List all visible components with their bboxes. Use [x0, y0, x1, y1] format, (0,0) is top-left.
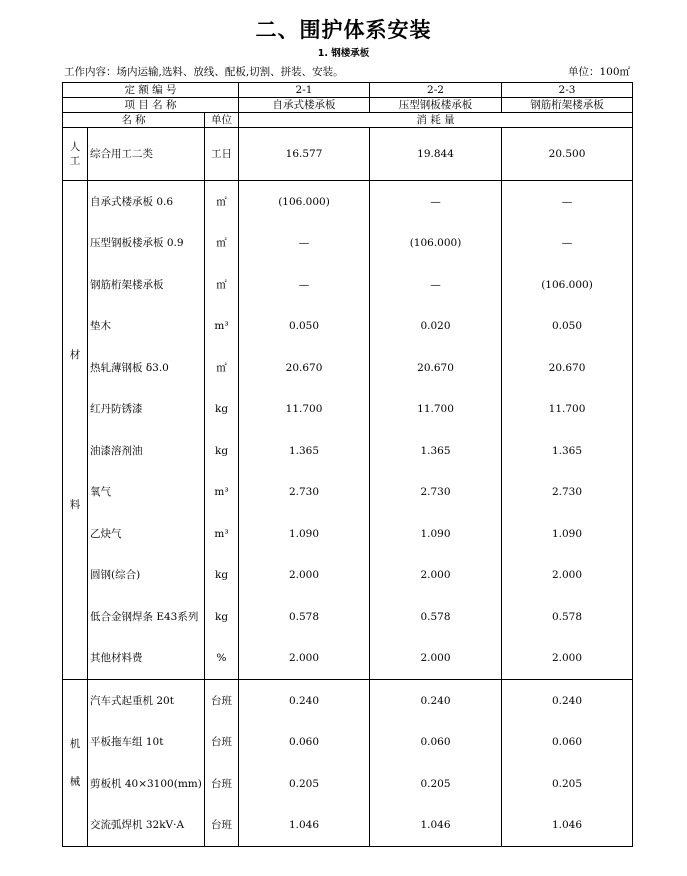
- value-cell: (106.000): [502, 264, 633, 306]
- page-title: 二、围护体系安装: [255, 18, 432, 42]
- value-cell: —: [370, 181, 502, 223]
- value-cell: 1.365: [502, 430, 633, 472]
- value-cell: 20.500: [502, 128, 633, 181]
- value-cell: 1.046: [502, 805, 633, 847]
- value-cell: 0.060: [239, 722, 370, 764]
- resource-name: 汽车式起重机 20t: [88, 680, 205, 722]
- value-cell: 0.578: [239, 596, 370, 638]
- value-cell: 1.365: [370, 430, 502, 472]
- value-cell: 2.000: [502, 555, 633, 597]
- resource-name: 垫木: [88, 306, 205, 348]
- table-row: [63, 763, 633, 805]
- value-cell: 11.700: [239, 389, 370, 431]
- resource-unit: 工日: [205, 128, 239, 181]
- value-cell: 2.000: [239, 555, 370, 597]
- unit-col-label: 单位: [205, 113, 239, 128]
- resource-unit: m³: [205, 513, 239, 555]
- value-cell: —: [370, 264, 502, 306]
- value-cell: 0.205: [239, 763, 370, 805]
- resource-name: 热轧薄钢板 δ3.0: [88, 347, 205, 389]
- resource-name: 平板拖车组 10t: [88, 722, 205, 764]
- table-row: [63, 555, 633, 597]
- category-machinery: 机 械: [63, 680, 88, 847]
- table-row: [63, 596, 633, 638]
- value-cell: 0.050: [502, 306, 633, 348]
- table-row: [63, 306, 633, 348]
- value-cell: (106.000): [370, 223, 502, 265]
- value-cell: —: [239, 264, 370, 306]
- table-row: [63, 472, 633, 514]
- resource-name: 综合用工二类: [88, 128, 205, 181]
- value-cell: 0.050: [239, 306, 370, 348]
- resource-unit: ㎡: [205, 264, 239, 306]
- value-cell: (106.000): [239, 181, 370, 223]
- resource-name: 压型钢板楼承板 0.9: [88, 223, 205, 265]
- value-cell: 2.000: [370, 555, 502, 597]
- value-cell: 2.000: [502, 638, 633, 680]
- unit-label: 单位：100㎡: [567, 66, 630, 78]
- resource-name: 自承式楼承板 0.6: [88, 181, 205, 223]
- table-row: [63, 513, 633, 555]
- value-cell: 0.578: [502, 596, 633, 638]
- value-cell: —: [502, 223, 633, 265]
- table-row: [63, 680, 633, 722]
- resource-name: 氧气: [88, 472, 205, 514]
- resource-unit: %: [205, 638, 239, 680]
- value-cell: 11.700: [370, 389, 502, 431]
- resource-unit: 台班: [205, 763, 239, 805]
- resource-unit: ㎡: [205, 223, 239, 265]
- labor-row: [63, 128, 633, 181]
- value-cell: 1.365: [239, 430, 370, 472]
- work-content-line: [64, 64, 630, 79]
- resource-name: 油漆溶剂油: [88, 430, 205, 472]
- table-row: [63, 389, 633, 431]
- value-cell: 0.060: [370, 722, 502, 764]
- value-cell: 0.020: [370, 306, 502, 348]
- value-cell: —: [502, 181, 633, 223]
- resource-name: 圆钢(综合): [88, 555, 205, 597]
- value-cell: 0.240: [239, 680, 370, 722]
- value-cell: 1.046: [370, 805, 502, 847]
- resource-name: 其他材料费: [88, 638, 205, 680]
- value-cell: 0.205: [370, 763, 502, 805]
- work-content: 工作内容：场内运输,选料、放线、配板,切割、拼装、安装。: [64, 66, 344, 78]
- header-row-items: [63, 98, 633, 113]
- table-row: [63, 430, 633, 472]
- table-row: [63, 223, 633, 265]
- value-cell: 19.844: [370, 128, 502, 181]
- table-row: [63, 181, 633, 223]
- value-cell: 20.670: [370, 347, 502, 389]
- header-row-columns: [63, 113, 633, 128]
- value-cell: 1.046: [239, 805, 370, 847]
- category-labor: 人 工: [63, 128, 88, 181]
- item-cell: 自承式楼承板: [239, 98, 370, 113]
- value-cell: 1.090: [502, 513, 633, 555]
- resource-unit: 台班: [205, 680, 239, 722]
- value-cell: 0.205: [502, 763, 633, 805]
- consumption-label: 消 耗 量: [239, 113, 633, 128]
- quota-table: [62, 82, 633, 847]
- resource-unit: ㎡: [205, 181, 239, 223]
- resource-name: 乙炔气: [88, 513, 205, 555]
- resource-unit: m³: [205, 472, 239, 514]
- header-row-codes: [63, 83, 633, 98]
- resource-unit: 台班: [205, 805, 239, 847]
- table-row: [63, 722, 633, 764]
- value-cell: 1.090: [239, 513, 370, 555]
- item-cell: 钢筋桁架楼承板: [502, 98, 633, 113]
- resource-unit: m³: [205, 306, 239, 348]
- resource-unit: kg: [205, 430, 239, 472]
- code-cell: 2-3: [502, 83, 633, 98]
- section-subtitle: 1. 钢楼承板: [317, 48, 370, 59]
- value-cell: 2.000: [370, 638, 502, 680]
- value-cell: 0.578: [370, 596, 502, 638]
- code-cell: 2-1: [239, 83, 370, 98]
- table-row: [63, 805, 633, 847]
- resource-unit: kg: [205, 389, 239, 431]
- value-cell: 0.060: [502, 722, 633, 764]
- quota-no-label: 定 额 编 号: [63, 83, 239, 98]
- value-cell: 0.240: [502, 680, 633, 722]
- value-cell: 11.700: [502, 389, 633, 431]
- resource-unit: ㎡: [205, 347, 239, 389]
- value-cell: 2.000: [239, 638, 370, 680]
- value-cell: 16.577: [239, 128, 370, 181]
- name-label: 名 称: [63, 113, 205, 128]
- resource-name: 交流弧焊机 32kV·A: [88, 805, 205, 847]
- table-row: [63, 638, 633, 680]
- value-cell: 20.670: [502, 347, 633, 389]
- value-cell: —: [239, 223, 370, 265]
- table-row: [63, 264, 633, 306]
- code-cell: 2-2: [370, 83, 502, 98]
- value-cell: 2.730: [239, 472, 370, 514]
- resource-name: 钢筋桁架楼承板: [88, 264, 205, 306]
- resource-unit: 台班: [205, 722, 239, 764]
- table-row: [63, 347, 633, 389]
- value-cell: 0.240: [370, 680, 502, 722]
- item-name-label: 项 目 名 称: [63, 98, 239, 113]
- resource-unit: kg: [205, 555, 239, 597]
- item-cell: 压型钢板楼承板: [370, 98, 502, 113]
- resource-name: 红丹防锈漆: [88, 389, 205, 431]
- resource-name: 低合金钢焊条 E43系列: [88, 596, 205, 638]
- value-cell: 2.730: [370, 472, 502, 514]
- category-materials: 材 料: [63, 181, 88, 680]
- value-cell: 20.670: [239, 347, 370, 389]
- value-cell: 1.090: [370, 513, 502, 555]
- resource-unit: kg: [205, 596, 239, 638]
- value-cell: 2.730: [502, 472, 633, 514]
- resource-name: 剪板机 40×3100(mm): [88, 763, 205, 805]
